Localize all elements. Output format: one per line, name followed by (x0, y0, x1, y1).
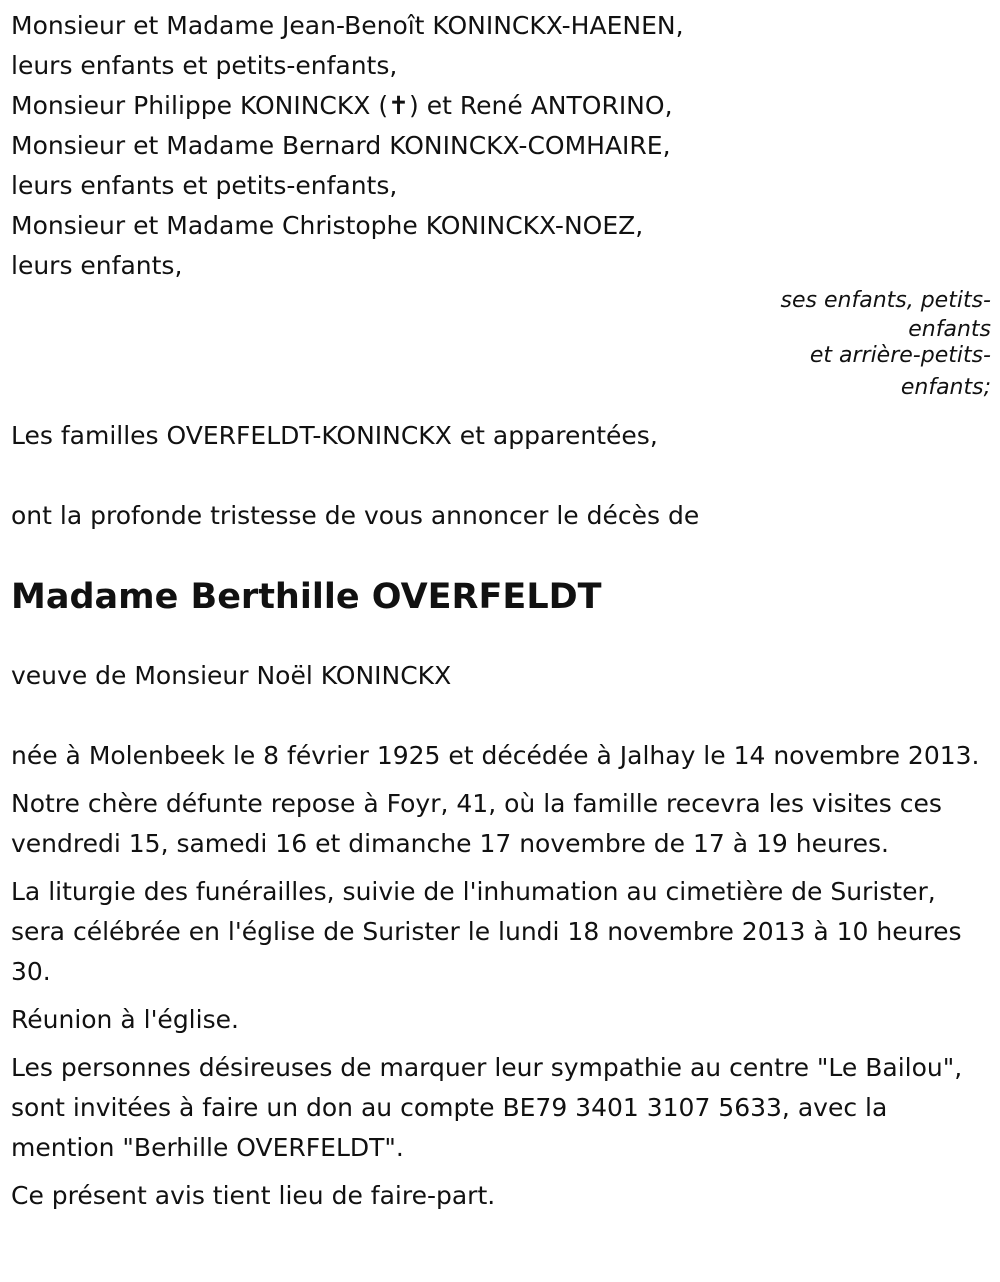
family-line-6: Monsieur et Madame Christophe KONINCKX-NOEZ, (11, 211, 644, 240)
descendants-line-3: et arrière-petits- (809, 343, 991, 368)
family-line-4: Monsieur et Madame Bernard KONINCKX-COMHAIRE, (11, 131, 671, 160)
birth-death-paragraph: née à Molenbeek le 8 février 1925 et décédée à Jalhay le 14 novembre 2013. (11, 741, 980, 770)
family-line-1: Monsieur et Madame Jean-Benoît KONINCKX-HAENEN, (11, 11, 684, 40)
family-line-2: leurs enfants et petits-enfants, (11, 51, 398, 80)
obituary-notice (11, 6, 991, 1216)
meeting-paragraph: Réunion à l'église. (11, 1005, 239, 1034)
other-families: Les familles OVERFELDT-KONINCKX et apparentées, (11, 421, 658, 450)
donation-paragraph: Les personnes désireuses de marquer leur sympathie au centre "Le Bailou", sont invitées à faire un don au compte BE79 3401 3107 5633, avec la mention "Berhille OVERFELDT". (11, 1053, 963, 1162)
deceased-name: Madame Berthille OVERFELDT (11, 577, 602, 617)
family-line-3: Monsieur Philippe KONINCKX (✝) et René ANTORINO, (11, 91, 673, 120)
family-line-7: leurs enfants, (11, 251, 183, 280)
visitation-paragraph: Notre chère défunte repose à Foyr, 41, où la famille recevra les visites ces vendredi 15, samedi 16 et dimanche 17 novembre de 17 à 19 heures. (11, 789, 942, 858)
widow-of: veuve de Monsieur Noël KONINCKX (11, 661, 452, 690)
descendants-line-1: ses enfants, petits- (780, 288, 991, 313)
notice-paragraph: Ce présent avis tient lieu de faire-part. (11, 1181, 496, 1210)
family-line-5: leurs enfants et petits-enfants, (11, 171, 398, 200)
funeral-paragraph: La liturgie des funérailles, suivie de l'inhumation au cimetière de Surister, sera célébrée en l'église de Surister le lundi 18 novembre 2013 à 10 heures 30. (11, 877, 962, 986)
descendants-line-4: enfants; (900, 375, 991, 400)
descendants-line-2: enfants (908, 317, 991, 342)
family-list (11, 6, 991, 286)
announcement: ont la profonde tristesse de vous annoncer le décès de (11, 501, 700, 530)
descendants-block (11, 286, 991, 408)
